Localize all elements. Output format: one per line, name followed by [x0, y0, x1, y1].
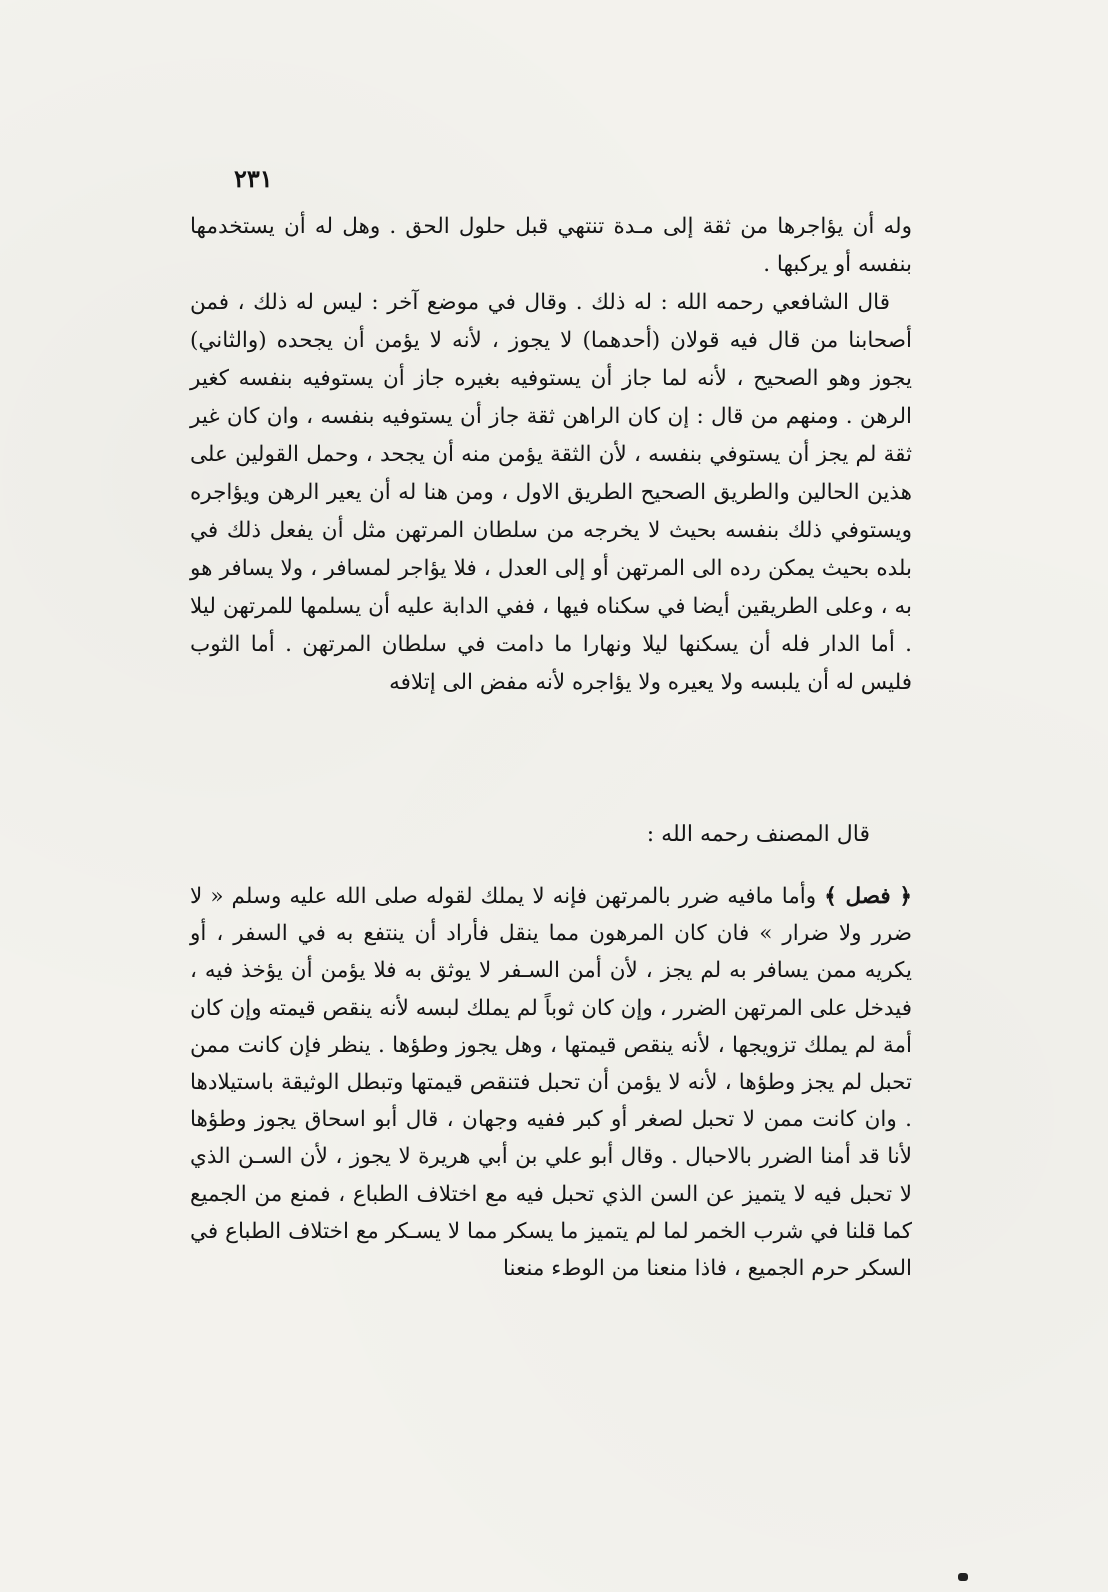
fasl-text: وأما مافيه ضرر بالمرتهن فإنه لا يملك لقوله صلى الله عليه وسلم « لا ضرر ولا ضرار » فان كان المرهون مما ينقل فأراد أن ينتفع به في السفر ، أو يكريه ممن يسافر به لم يجز ، لأن أمن السـفر لا يوثق به فلا يؤمن أن يؤخذ فيه ، فيدخل على المرتهن الضرر ، وإن كان ثوباً لم يملك لبسه لأنه ينقص قيمته وإن كان أمة لم يملك تزويجها ، لأنه ينقص قيمتها ، وهل يجوز وطؤها . ينظر فإن كانت ممن تحبل لم يجز وطؤها ، لأنه لا يؤمن أن تحبل فتنقص قيمتها وتبطل الوثيقة باستيلادها . وان كانت ممن لا تحبل لصغر أو كبر ففيه وجهان ، قال أبو اسحاق يجوز وطؤها لأنا قد أمنا الضرر بالاحبال . وقال أبو علي بن أبي هريرة لا يجوز ، لأن السـن الذي لا تحبل فيه لا يتميز عن السن الذي تحبل فيه مع اختلاف الطباع ، فمنع من الجميع كما قلنا في شرب الخمر لما لم يتميز ما يسكر مما لا يسـكر مع اختلاف الطباع في السكر حرم الجميع ، فاذا منعنا من الوطء منعنا — [190, 884, 912, 1282]
body-text-section-1 — [190, 208, 912, 702]
body-text-section-2 — [190, 878, 912, 1287]
fasl-label: ﴿ فصل ﴾ — [824, 884, 912, 909]
paragraph-fasl — [190, 878, 912, 1287]
scan-speck — [958, 1573, 968, 1581]
page-number: ٢٣١ — [234, 164, 273, 193]
paragraph-intro: وله أن يؤاجرها من ثقة إلى مـدة تنتهي قبل حلول الحق . وهل له أن يستخدمها بنفسه أو يركبها . — [190, 214, 912, 277]
section-heading: قال المصنف رحمه الله : — [646, 822, 870, 847]
paragraph-shafii: قال الشافعي رحمه الله : له ذلك . وقال في موضع آخر : ليس له ذلك ، فمن أصحابنا من قال فيه قولان (أحدهما) لا يجوز ، لأنه لا يؤمن أن يجحده (والثاني) يجوز وهو الصحيح ، لأنه لما جاز أن يستوفيه بغيره جاز أن يستوفيه بنفسه كغير الرهن . ومنهم من قال : إن كان الراهن ثقة جاز أن يستوفيه بنفسه ، وان كان غير ثقة لم يجز أن يستوفي بنفسه ، لأن الثقة يؤمن منه أن يجحد ، وحمل القولين على هذين الحالين والطريق الصحيح الطريق الاول ، ومن هنا له أن يعير الرهن ويؤاجره ويستوفي ذلك بنفسه بحيث لا يخرجه من سلطان المرتهن مثل أن يفعل ذلك في بلده بحيث يمكن رده الى المرتهن أو إلى العدل ، فلا يؤاجر لمسافر ، ولا يسافر هو به ، وعلى الطريقين أيضا في سكناه فيها ، ففي الدابة عليه أن يسلمها للمرتهن ليلا . أما الدار فله أن يسكنها ليلا ونهارا ما دامت في سلطان المرتهن . أما الثوب فليس له أن يلبسه ولا يعيره ولا يؤاجره لأنه مفض الى إتلافه — [190, 290, 912, 695]
